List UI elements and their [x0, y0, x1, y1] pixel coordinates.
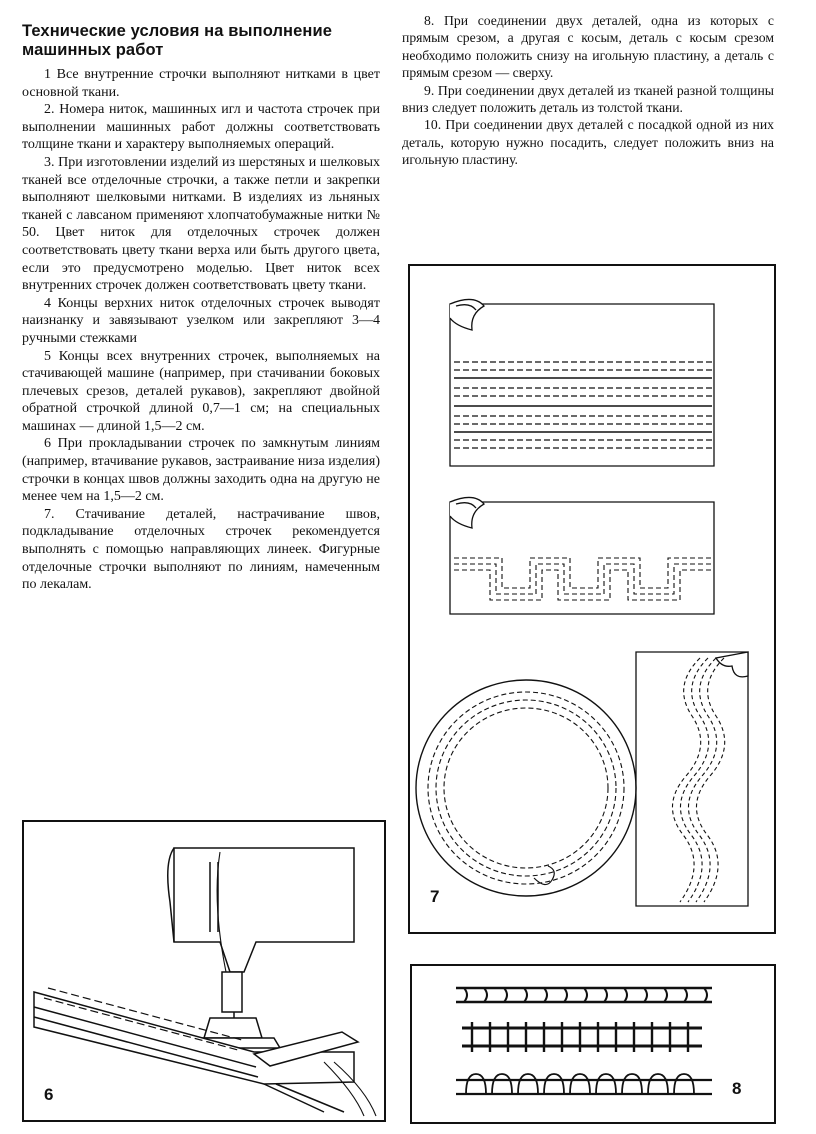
paragraph-5: 5 Концы всех внутренних строчек, выполняемых на стачивающей машине (например, при стачивании боковых плечевых срезов, деталей рукавов), закрепляют двойной обратной строчкой длиной 0,7—1 см; на специальных машинах — длиной 1,5—2 см.	[22, 348, 380, 434]
paragraph-10: 10. При соединении двух деталей с посадкой одной из них деталь, которую нужно посадить, следует положить вниз на игольную пластину.	[402, 117, 774, 168]
figure-8-illustration	[412, 966, 774, 1122]
figure-7-illustration	[410, 266, 774, 932]
figure-8	[410, 964, 776, 1124]
paragraph-4: 4 Концы верхних ниток отделочных строчек выводят наизнанку и завязывают узелком или закрепляют 3—4 ручными стежками	[22, 295, 380, 346]
paragraph-7: 7. Стачивание деталей, настрачивание швов, подкладывание отделочных строчек рекомендуется выполнять с помощью направляющих линеек. Фигурные отделочные строчки выполняют по линиям, намеченным по лекалам.	[22, 506, 380, 593]
page-title: Технические условия на выполнение машинных работ	[22, 22, 332, 59]
figure-6	[22, 820, 386, 1122]
left-column	[22, 22, 380, 594]
paragraph-9: 9. При соединении двух деталей из тканей разной толщины вниз следует положить деталь из толстой ткани.	[402, 82, 774, 116]
figure-7	[408, 264, 776, 934]
paragraph-1: 1 Все внутренние строчки выполняют нитками в цвет основной ткани.	[22, 67, 380, 100]
paragraph-6: 6 При прокладывании строчек по замкнутым линиям (например, втачивание рукавов, застраивание низа изделия) строчки в концах швов должны заходить одна на другую не менее чем на 1,5—2 см.	[22, 436, 380, 505]
figure-6-label: 6	[44, 1085, 54, 1104]
figure-7-label: 7	[430, 887, 440, 906]
paragraph-3: 3. При изготовлении изделий из шерстяных и шелковых тканей все отделочные строчки, а также петли и закрепки выполняют шелковыми нитками. В изделиях из льняных тканей с лавсаном применяют хлопчатобумажные нитки № 50. Цвет ниток для отделочных строчек должен соответствовать цвету ткани верха или быть другого цвета, если это предусмотрено моделью. Цвет ниток всех внутренних строчек должен соответствовать цвету ткани.	[22, 154, 380, 294]
figure-6-illustration	[24, 822, 384, 1120]
paragraph-8: 8. При соединении двух деталей, одна из которых с прямым срезом, а другая с косым, деталь с косым срезом необходимо положить снизу на игольную пластину, а деталь с прямым срезом — сверху.	[402, 13, 774, 81]
paragraph-2: 2. Номера ниток, машинных игл и частота строчек при выполнении машинных работ должны соответствовать толщине ткани и характеру выполняемых операций.	[22, 102, 380, 153]
figure-8-label: 8	[732, 1079, 742, 1098]
right-column	[402, 12, 774, 169]
